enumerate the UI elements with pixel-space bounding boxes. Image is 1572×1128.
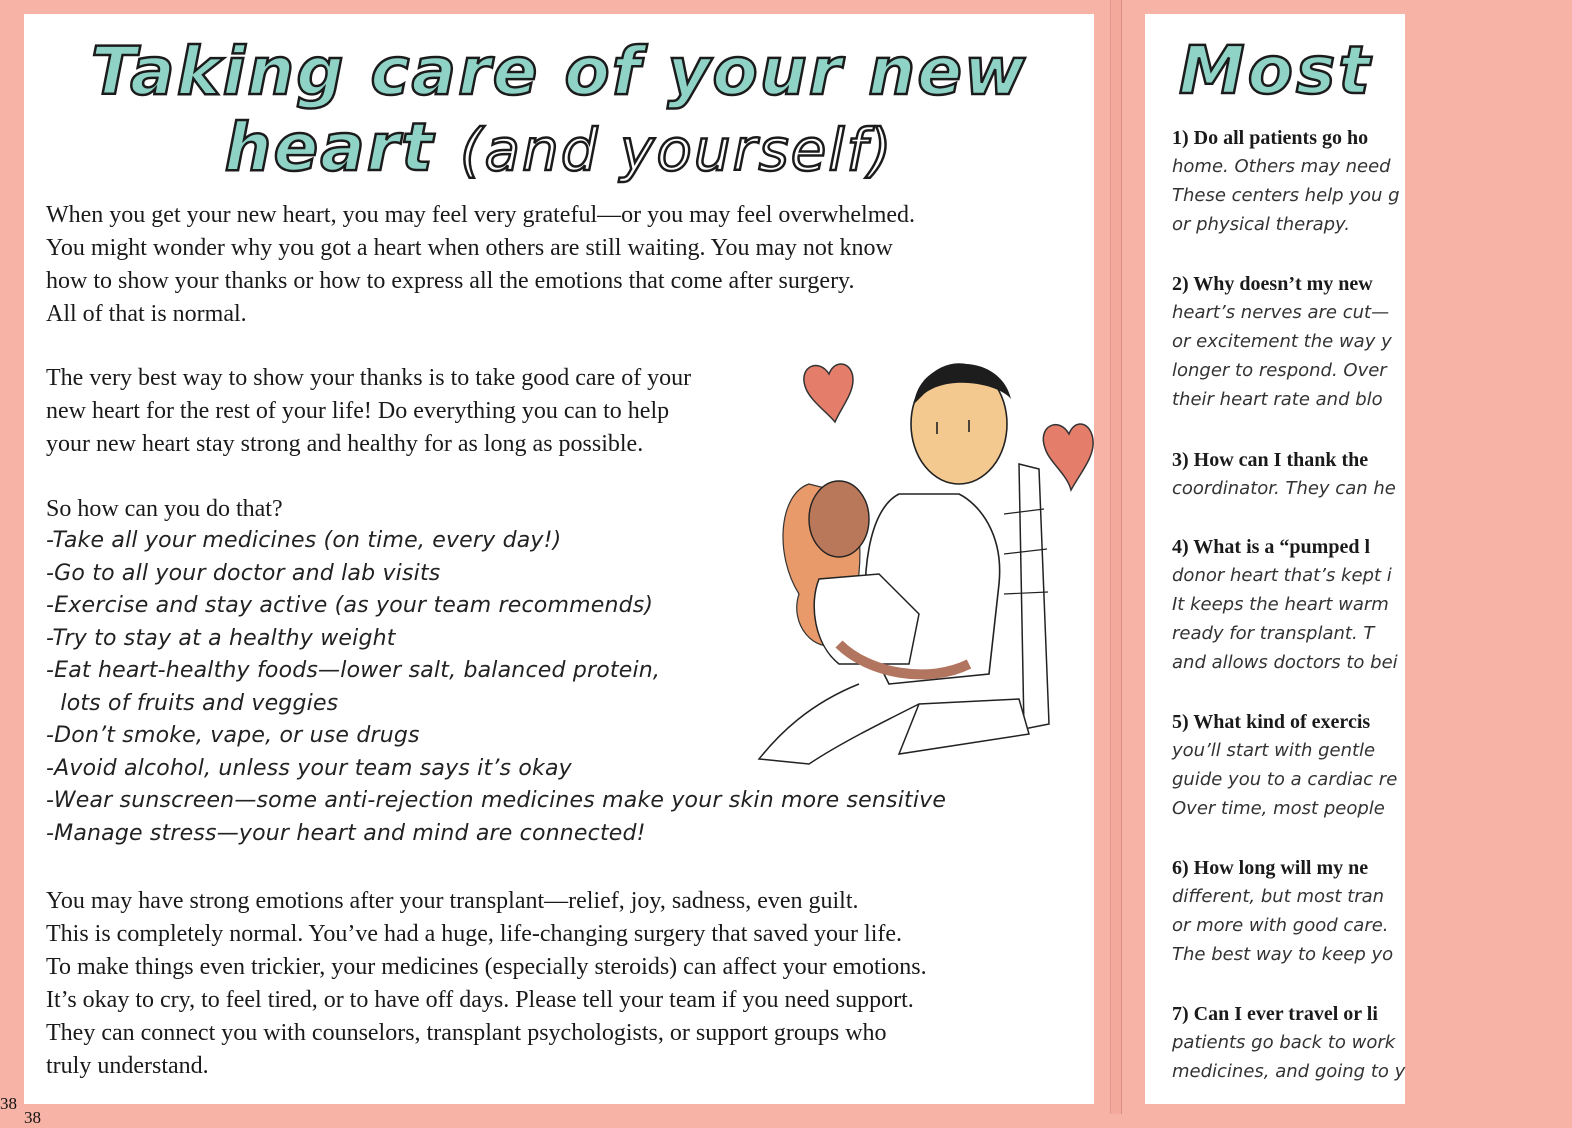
title-line-2: [24, 110, 1094, 188]
faq-answer-line: These centers help you g: [1172, 185, 1400, 206]
faq-answer-line: different, but most tran: [1172, 886, 1385, 907]
intro-line: When you get your new heart, you may feel very grateful—or you may feel overwhelmed.: [46, 202, 916, 228]
couple-illustration: [719, 344, 1094, 774]
page-number-outer: 38: [0, 1094, 17, 1113]
title-line-1: Taking care of your new: [90, 33, 1028, 110]
faq-answer-line: Over time, most people: [1172, 798, 1385, 819]
faq-answer-line: guide you to a cardiac re: [1172, 769, 1398, 790]
faq-answer-line: and allows doctors to bei: [1172, 652, 1398, 673]
heart-icon: [1043, 424, 1093, 490]
thanks-line: your new heart stay strong and healthy for as long as possible.: [46, 431, 644, 457]
tip-item: -Don’t smoke, vape, or use drugs: [46, 723, 420, 748]
tip-item: -Wear sunscreen—some anti-rejection medicines make your skin more sensitive: [46, 788, 947, 813]
faq-question: 3) How can I thank the: [1172, 449, 1369, 471]
tip-item: -Manage stress—your heart and mind are connected!: [46, 820, 646, 846]
intro-line: You might wonder why you got a heart when others are still waiting. You may not know: [46, 235, 893, 261]
faq-answer-line: The best way to keep yo: [1172, 944, 1394, 965]
tip-item: lots of fruits and veggies: [46, 690, 339, 716]
intro-paragraph: [46, 199, 915, 331]
faq-answer-line: ready for transplant. T: [1172, 623, 1375, 644]
tip-item: -Eat heart-healthy foods—lower salt, balanced protein,: [46, 658, 661, 683]
faq-answer-line: their heart rate and blo: [1172, 389, 1383, 410]
faq-question: 7) Can I ever travel or li: [1172, 1003, 1378, 1025]
faq-answer-line: or excitement the way y: [1172, 331, 1392, 352]
emotion-line: To make things even trickier, your medicines (especially steroids) can affect your emotions.: [46, 954, 927, 980]
right-page-title: Most: [1179, 32, 1373, 109]
faq-answer-line: It keeps the heart warm: [1172, 594, 1389, 615]
thanks-line: The very best way to show your thanks is to take good care of your: [46, 365, 692, 391]
faq-answer-line: you’ll start with gentle: [1172, 740, 1376, 761]
faq-answer-line: coordinator. They can he: [1172, 478, 1396, 499]
faq-item: [1172, 1000, 1572, 1086]
faq-question: 5) What kind of exercis: [1172, 711, 1371, 733]
faq-item: [1172, 124, 1572, 239]
faq-question: 2) Why doesn’t my new: [1172, 273, 1373, 295]
tip-item: -Exercise and stay active (as your team recommends): [46, 593, 654, 618]
emotions-paragraph: [46, 885, 927, 1083]
faq-question: 4) What is a “pumped l: [1172, 536, 1371, 558]
emotion-line: It’s okay to cry, to feel tired, or to have off days. Please tell your team if you need support.: [46, 987, 914, 1013]
page-number: 38: [24, 1108, 41, 1127]
thanks-line: new heart for the rest of your life! Do everything you can to help: [46, 398, 670, 424]
faq-answer-line: or physical therapy.: [1172, 214, 1351, 235]
book-gutter: [1110, 0, 1122, 1114]
faq-answer-line: patients go back to work: [1172, 1032, 1396, 1053]
faq-item: [1172, 533, 1572, 677]
title-heart-word: heart: [224, 109, 435, 186]
faq-item: [1172, 708, 1572, 823]
faq-answer-line: or more with good care.: [1172, 915, 1389, 936]
intro-line: how to show your thanks or how to express all the emotions that come after surgery.: [46, 268, 855, 294]
faq-answer-line: longer to respond. Over: [1172, 360, 1387, 381]
faq-question: 6) How long will my ne: [1172, 857, 1369, 879]
tip-item: -Try to stay at a healthy weight: [46, 625, 396, 651]
left-page: [24, 14, 1094, 1127]
thanks-paragraph: [46, 362, 691, 461]
heart-icon: [804, 364, 853, 422]
emotion-line: You may have strong emotions after your transplant—relief, joy, sadness, even guilt.: [46, 888, 859, 914]
tip-item: -Take all your medicines (on time, every day!): [46, 528, 562, 553]
intro-line: All of that is normal.: [46, 301, 247, 327]
faq-question: 1) Do all patients go ho: [1172, 127, 1369, 149]
faq-item: [1172, 270, 1572, 414]
emotion-line: They can connect you with counselors, transplant psychologists, or support groups who: [46, 1020, 887, 1046]
faq-answer-line: home. Others may need: [1172, 156, 1391, 177]
faq-answer-line: heart’s nerves are cut—: [1172, 302, 1390, 323]
tip-item: -Avoid alcohol, unless your team says it’s okay: [46, 755, 572, 781]
tip-item: -Go to all your doctor and lab visits: [46, 560, 441, 586]
right-page: [1145, 14, 1405, 1104]
how-question: So how can you do that?: [46, 496, 283, 522]
faq-item: [1172, 854, 1572, 969]
title-paren: (and yourself): [459, 116, 894, 184]
emotion-line: truly understand.: [46, 1053, 209, 1079]
faq-item: [1172, 446, 1572, 503]
page-title: [24, 34, 1094, 188]
emotion-line: This is completely normal. You’ve had a huge, life-changing surgery that saved your life.: [46, 921, 903, 947]
faq-answer-line: donor heart that’s kept i: [1172, 565, 1392, 586]
faq-answer-line: medicines, and going to y: [1172, 1061, 1406, 1082]
